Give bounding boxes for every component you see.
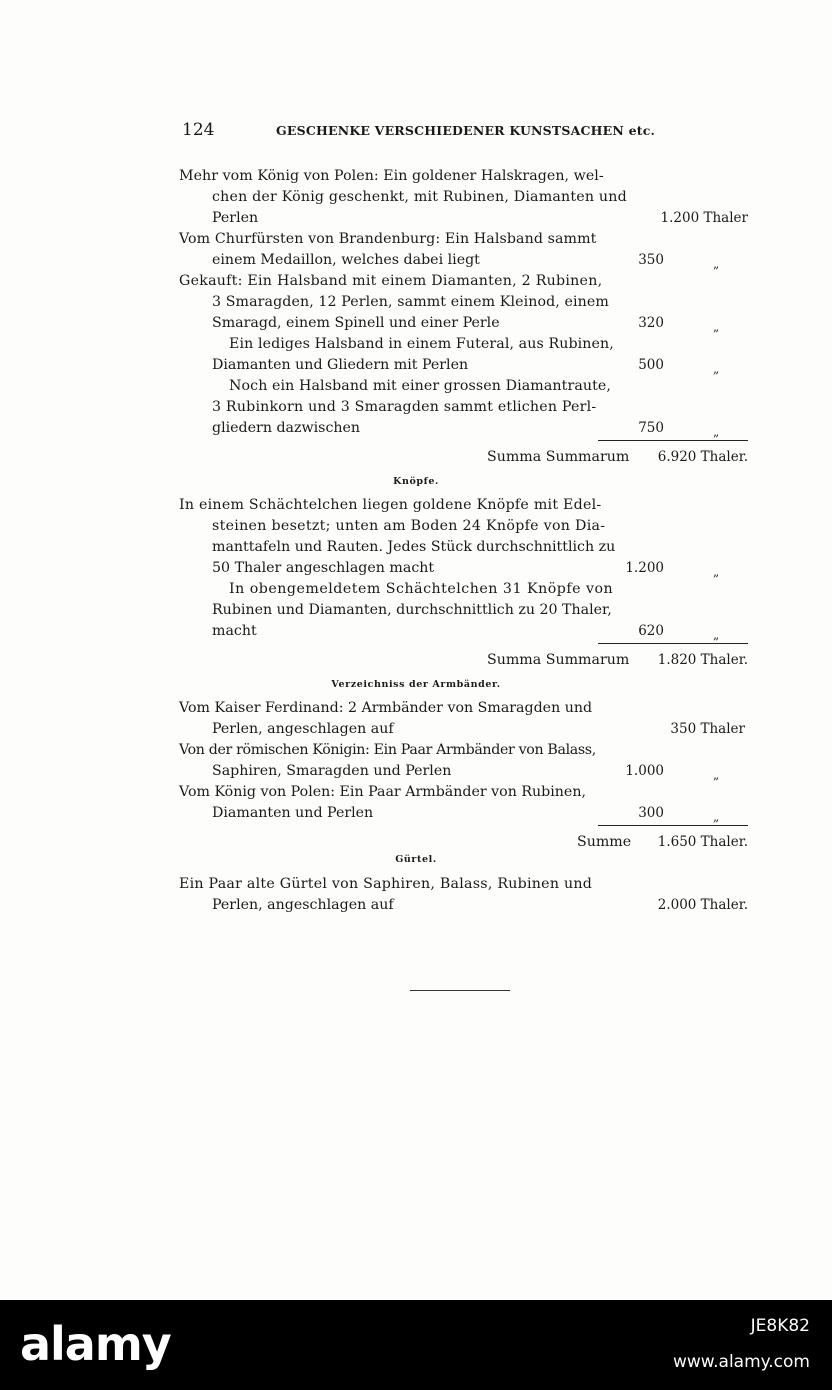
entry-text: chen der König geschenkt, mit Rubinen, Diamanten und — [212, 189, 627, 205]
ditto-mark: „ — [713, 320, 720, 334]
entry-amount: 320 — [638, 315, 664, 331]
entry-text: gliedern dazwischen — [212, 420, 361, 436]
entry-line — [0, 579, 832, 599]
entry-text: Mehr vom König von Polen: Ein goldener Halskragen, wel- — [179, 168, 604, 184]
sum-line — [0, 447, 832, 467]
entry-line — [0, 166, 832, 186]
entry-text: Ein lediges Halsband in einem Futeral, aus Rubinen, — [229, 336, 614, 352]
section-heading-line — [0, 675, 832, 695]
entry-line — [0, 334, 832, 354]
entry-line — [0, 250, 832, 270]
entry-amount: 1.200 — [625, 560, 664, 576]
entry-text: Rubinen und Diamanten, durchschnittlich zu 20 Thaler, — [212, 602, 612, 618]
sum-label: Summe — [577, 834, 632, 850]
entry-line — [0, 495, 832, 515]
entry-text: Perlen, angeschlagen auf — [212, 897, 394, 913]
end-rule — [410, 990, 510, 991]
sum-rule — [598, 825, 748, 826]
entry-line — [0, 719, 832, 739]
entry-text: Vom König von Polen: Ein Paar Armbänder von Rubinen, — [179, 784, 586, 800]
entry-text: 50 Thaler angeschlagen macht — [212, 560, 435, 576]
entry-line — [0, 558, 832, 578]
running-head: GESCHENKE VERSCHIEDENER KUNSTSACHEN etc. — [276, 123, 656, 138]
section-heading: Gürtel. — [395, 854, 437, 865]
entry-text: Perlen — [212, 210, 259, 226]
entry-amount: 300 — [638, 805, 664, 821]
entry-amount: 500 — [638, 357, 664, 373]
entry-line — [0, 376, 832, 396]
section-heading-line — [0, 850, 832, 870]
ditto-mark: „ — [713, 628, 720, 642]
site-url: www.alamy.com — [672, 1352, 810, 1372]
entry-text: Diamanten und Gliedern mit Perlen — [212, 357, 469, 373]
entry-line — [0, 621, 832, 641]
entry-text: einem Medaillon, welches dabei liegt — [212, 252, 480, 268]
entry-line — [0, 803, 832, 823]
ditto-mark: „ — [713, 362, 720, 376]
entry-line — [0, 292, 832, 312]
entry-text: steinen besetzt; unten am Boden 24 Knöpfe von Dia- — [212, 518, 606, 534]
entry-line — [0, 874, 832, 894]
sum-amount: 1.650 Thaler. — [657, 834, 748, 850]
sum-label: Summa Summarum — [487, 449, 630, 465]
ditto-mark: „ — [713, 810, 720, 824]
entry-text: 3 Rubinkorn und 3 Smaragden sammt etlichen Perl- — [212, 399, 597, 415]
entry-amount: 750 — [638, 420, 664, 436]
entry-text: Von der römischen Königin: Ein Paar Armbänder von Balass, — [179, 742, 596, 758]
section-heading-line — [0, 472, 832, 492]
sum-line — [0, 832, 832, 852]
entry-line — [0, 313, 832, 333]
entry-text: Vom Kaiser Ferdinand: 2 Armbänder von Smaragden und — [179, 700, 593, 716]
entry-line — [0, 782, 832, 802]
entry-text: In einem Schächtelchen liegen goldene Knöpfe mit Edel- — [179, 497, 602, 513]
entry-line — [0, 600, 832, 620]
entry-text: macht — [212, 623, 257, 639]
ditto-mark: „ — [713, 257, 720, 271]
entry-line — [0, 537, 832, 557]
entry-text: Vom Churfürsten von Brandenburg: Ein Halsband sammt — [179, 231, 597, 247]
entry-line — [0, 355, 832, 375]
entry-line — [0, 271, 832, 291]
alamy-logo: alamy — [20, 1317, 171, 1371]
sum-amount: 6.920 Thaler. — [657, 449, 748, 465]
entry-text: manttafeln und Rauten. Jedes Stück durchschnittlich zu — [212, 539, 616, 555]
entry-line — [0, 229, 832, 249]
entry-amount: 350 — [638, 252, 664, 268]
entry-text: Noch ein Halsband mit einer grossen Diamantraute, — [229, 378, 612, 394]
section-heading: Verzeichniss der Armbänder. — [331, 679, 501, 690]
sum-line — [0, 650, 832, 670]
section-heading: Knöpfe. — [393, 476, 439, 487]
page-number: 124 — [182, 120, 215, 140]
entry-line — [0, 187, 832, 207]
entry-text: Smaragd, einem Spinell und einer Perle — [212, 315, 500, 331]
entry-amount: 1.200 Thaler — [660, 210, 748, 226]
entry-amount: 620 — [638, 623, 664, 639]
ditto-mark: „ — [713, 768, 720, 782]
entry-line — [0, 895, 832, 915]
entry-line — [0, 740, 832, 760]
watermark-footer — [0, 1300, 832, 1390]
ditto-mark: „ — [713, 565, 720, 579]
entry-text: 3 Smaragden, 12 Perlen, sammt einem Kleinod, einem — [212, 294, 609, 310]
image-id: JE8K82 — [750, 1316, 810, 1336]
entry-amount: 2.000 Thaler. — [657, 897, 748, 913]
sum-rule — [598, 643, 748, 644]
sum-label: Summa Summarum — [487, 652, 630, 668]
entry-text: Saphiren, Smaragden und Perlen — [212, 763, 452, 779]
entry-amount: 1.000 — [625, 763, 664, 779]
entry-line — [0, 761, 832, 781]
entry-text: Perlen, angeschlagen auf — [212, 721, 394, 737]
entry-amount: 350 Thaler — [670, 721, 745, 737]
ditto-mark: „ — [713, 425, 720, 439]
sum-rule — [598, 440, 748, 441]
sum-amount: 1.820 Thaler. — [657, 652, 748, 668]
entry-line — [0, 516, 832, 536]
entry-text: Ein Paar alte Gürtel von Saphiren, Balass, Rubinen und — [179, 876, 593, 892]
entry-text: Diamanten und Perlen — [212, 805, 374, 821]
entry-line — [0, 418, 832, 438]
entry-line — [0, 397, 832, 417]
entry-text: In obengemeldetem Schächtelchen 31 Knöpfe von — [229, 581, 614, 597]
entry-line — [0, 208, 832, 228]
entry-line — [0, 698, 832, 718]
entry-text: Gekauft: Ein Halsband mit einem Diamanten, 2 Rubinen, — [179, 273, 603, 289]
